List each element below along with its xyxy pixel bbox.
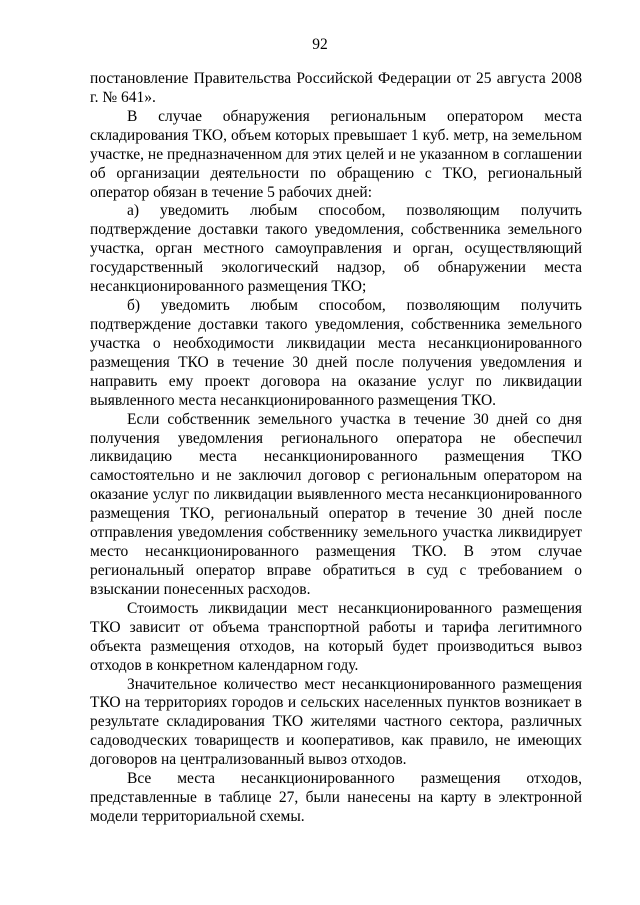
paragraph-owner-failure: Если собственник земельного участка в течение 30 дней со дня получения уведомления регионального оператора не обеспечил ликвидацию места несанкционированного размещения ТКО самостоятельно и не заключил договор с региональным оператором на оказание услуг по ликвидации выявленного места несанкционированного размещения ТКО, региональный оператор в течение 30 дней после отправления уведомления собственнику земельного участка ликвидирует место несанкционированного размещения ТКО. В этом случае региональный оператор вправе обратиться в суд с требованием о взыскании понесенных расходов.: [90, 410, 582, 598]
paragraph-liquidation-cost: Стоимость ликвидации мест несанкционированного размещения ТКО зависит от объема транспортной работы и тарифа легитимного объекта размещения отходов, на который будет производиться вывоз отходов в конкретном календарном году.: [90, 599, 582, 674]
paragraph-detection-obligation: В случае обнаружения региональным оператором места складирования ТКО, объем которых превышает 1 куб. метр, на земельном участке, не предназначенном для этих целей и не указанном в соглашении об организации деятельности по обращению с ТКО, региональный оператор обязан в течение 5 рабочих дней:: [90, 107, 582, 201]
paragraph-resolution-ref: постановление Правительства Российской Федерации от 25 августа 2008 г. № 641».: [90, 70, 582, 106]
paragraph-map-note: Все места несанкционированного размещения отходов, представленные в таблице 27, были нанесены на карту в электронной модели территориальной схемы.: [90, 770, 582, 825]
paragraph-item-a: а) уведомить любым способом, позволяющим получить подтверждение доставки такого уведомления, собственника земельного участка, орган местного самоуправления и орган, осуществляющий государственный экологический надзор, об обнаружении места несанкционированного размещения ТКО;: [90, 202, 582, 296]
paragraph-dump-sources: Значительное количество мест несанкционированного размещения ТКО на территориях городов и сельских населенных пунктов возникает в результате складирования ТКО жителями частного сектора, различных садоводческих товариществ и кооперативов, как правило, не имеющих договоров на централизованный вывоз отходов.: [90, 675, 582, 769]
page-number: 92: [312, 36, 328, 53]
body-text: [90, 70, 582, 827]
paragraph-item-b: б) уведомить любым способом, позволяющим получить подтверждение доставки такого уведомления, собственника земельного участка о необходимости ликвидации места несанкционированного размещения ТКО в течение 30 дней после получения уведомления и направить ему проект договора на оказание услуг по ликвидации выявленного места несанкционированного размещения ТКО.: [90, 297, 582, 409]
